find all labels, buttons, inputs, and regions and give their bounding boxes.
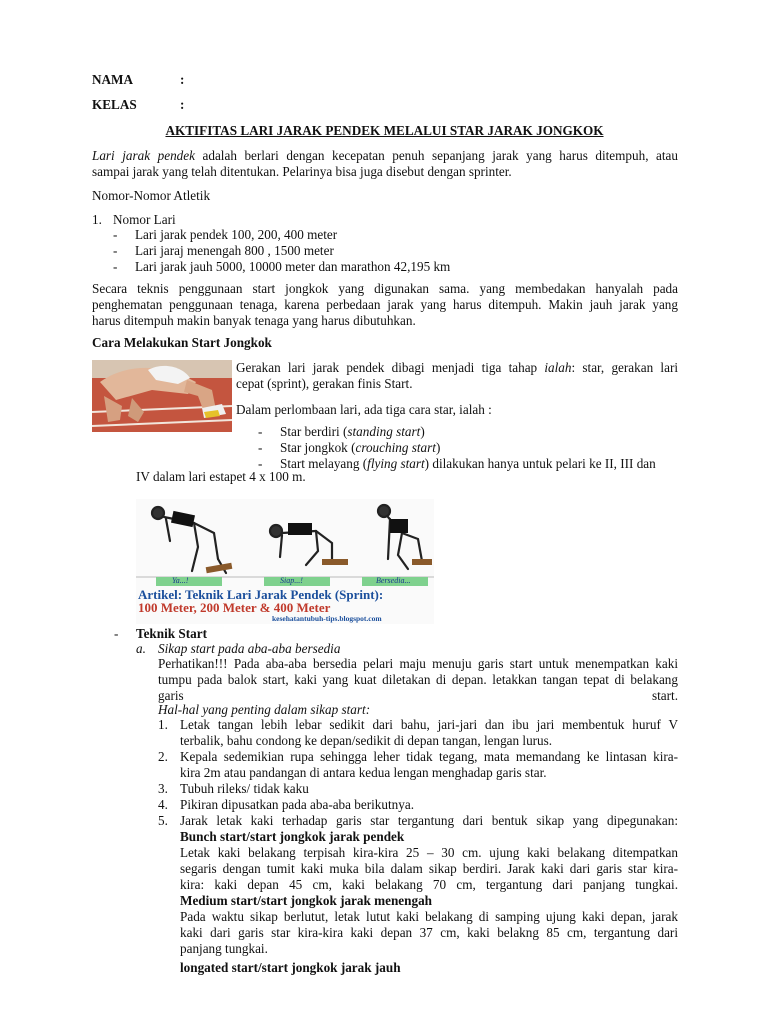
label-siap: Siap...! — [280, 576, 303, 585]
figure-site: kesehatantubuh-tips.blogspot.com — [272, 614, 382, 623]
nomor-heading: Nomor-Nomor Atletik — [92, 188, 211, 203]
cara-heading: Cara Melakukan Start Jongkok — [92, 335, 272, 350]
intro-paragraph: Lari jarak pendek adalah berlari dengan kecepatan penuh sepanjang jarak yang harus ditempuh, atau sampai jarak yang telah ditentukan. Pelarinya bisa juga disebut dengan sprinter. — [92, 148, 678, 179]
perhatikan-paragraph: Perhatikan!!! Pada aba-aba bersedia pelari maju menuju garis start untuk menempatkan kaki tumpu pada balok start, kaki yang kuat diletakan di depan. letakkan tangan tepat di belakang garis start. — [158, 656, 678, 703]
start-figure — [136, 499, 434, 624]
figure-caption-line2: 100 Meter, 200 Meter & 400 Meter — [138, 600, 331, 615]
medium-heading: Medium start/start jongkok jarak menengah — [180, 893, 433, 908]
list-item: 4. Pikiran dipusatkan pada aba-aba berikutnya. — [158, 797, 414, 812]
label-bersedia: Bersedia... — [376, 576, 411, 585]
list-item: 3. Tubuh rileks/ tidak kaku — [158, 781, 309, 796]
sub-label: Sikap start pada aba-aba bersedia — [158, 641, 341, 656]
perlombaan-text: Dalam perlombaan lari, ada tiga cara star, ialah : — [236, 402, 492, 417]
teknis-paragraph: Secara teknis penggunaan start jongkok yang digunakan sama. yang membedakan hanyalah pada penghematan penggunaan tenaga, karena perbedaan jarak yang harus ditempuh. Makin jauh jarak yang harus ditempuh makin banyak tenaga yang harus dibutuhkan. — [92, 281, 678, 328]
bunch-heading: Bunch start/start jongkok jarak pendek — [180, 829, 405, 844]
sprinter-photo — [92, 360, 232, 432]
longated-heading: longated start/start jongkok jarak jauh — [180, 960, 401, 975]
sub-sections: Bunch start/start jongkok jarak pendek Letak kaki belakang terpisah kira-kira 25 – 30 cm. ujung kaki belakang ditempatkan segaris dengan tumit kaki muka bila dalam sikap berdiri. Jarak kaki dari garis star kira- kira: kaki depan 45 cm, kaki belakang 70 cm, tergantung dari panjang tungkai. Medium start/start jongkok jarak menengah Pada waktu sikap berlutut, letak lutut kaki belakang di samping ujung kaki depan, jarak kaki dari garis star kira-kira kaki depan 37 cm, kaki belakng 85 cm, tergantung dari panjang tungkai. longated start/start jongkok jarak jauh — [180, 829, 678, 975]
list-item: 1. Letak tangan lebih lebar sedikit dari bahu, jari-jari dan ibu jari membentuk huruf V terbalik, bahu condong ke depan/sedikit di depan tangan, lengan lurus. — [158, 717, 678, 748]
kelas-colon: : — [180, 97, 185, 112]
sub-letter: a. — [136, 641, 146, 656]
nama-label: NAMA — [92, 72, 134, 87]
nomor-lari-number: 1. — [92, 212, 102, 227]
nama-colon: : — [180, 72, 185, 87]
list-item: 5. Jarak letak kaki terhadap garis star tergantung dari bentuk sikap yang dipegunakan: — [158, 813, 678, 828]
label-ya: Ya...! — [172, 576, 189, 585]
figure-caption-line1: Artikel: Teknik Lari Jarak Pendek (Sprint): — [138, 587, 384, 602]
estapet-line: IV dalam lari estapet 4 x 100 m. — [136, 469, 306, 484]
intro-term: Lari jarak pendek — [92, 148, 195, 163]
nomor-lari-label: Nomor Lari — [113, 212, 176, 227]
kelas-label: KELAS — [92, 97, 137, 112]
hal-hal-label: Hal-hal yang penting dalam sikap start: — [158, 702, 371, 717]
points-list — [158, 717, 678, 976]
gerakan-paragraph: Gerakan lari jarak pendek dibagi menjadi tiga tahap ialah: star, gerakan lari cepat (sprint), gerakan finis Start. — [236, 360, 679, 391]
teknik-heading: Teknik Start — [136, 626, 207, 641]
page-title: AKTIFITAS LARI JARAK PENDEK MELALUI STAR JARAK JONGKOK — [165, 123, 604, 138]
list-item: 2. Kepala sedemikian rupa sehingga leher tidak tegang, mata memandang ke lintasan kira- kira 2m atau pandangan di antara kedua lengan menghadap garis star. — [158, 749, 678, 780]
